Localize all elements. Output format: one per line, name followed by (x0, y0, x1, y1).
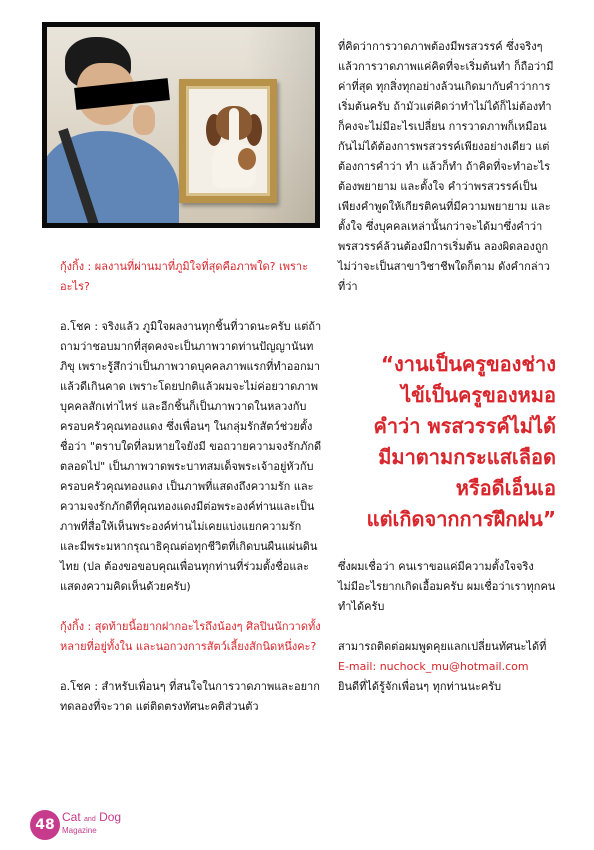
answer-1: อ.โชค : จริงแล้ว ภูมิใจผลงานทุกชิ้นที่วาดนะครับ แต่ถ้าถามว่าชอบมากที่สุดคงจะเป็นภาพวาดท่านปัญญานันทภิขุ เพราะรู้สึกว่าเป็นภาพวาดบุคคลภาพแรกที่ทำออกมาแล้วดีเกินคาด เพราะโดยปกติแล้วผมจะไม่ค่อยวาดภาพบุคคลสักเท่าไหร่ และอีกชิ้นก็เป็นภาพวาดในหลวงกับครอบครัวคุณทองแดง ซึ่งเพื่อนๆ ในกลุ่มรักสัตว์ช่วยตั้งชื่อว่า "ตราบใดที่ลมหายใจยังมี ขอถวายความจงรักภักดีตลอดไป" เป็นภาพวาดพระบาทสมเด็จพระเจ้าอยู่หัวกับครอบครัวคุณทองแดง เป็นภาพที่แสดงถึงความรัก และความจงรักภักดีที่คุณทองแดงมีต่อพระองค์ท่านและเป็นภาพที่สื่อให้เห็นพระองค์ท่านไม่เคยแบ่งแยกความรัก และมีพระมหากรุณาธิคุณต่อทุกชีวิตที่เกิดบนผืนแผ่นดินไทย (ปล ต้องขอขอบคุณเพื่อนทุกท่านที่ร่วมตั้งชื่อและแสดงความคิดเห็นด้วยครับ) (60, 320, 322, 593)
page-number: 48 (30, 810, 60, 840)
answer-2-continued: ที่คิดว่าการวาดภาพต้องมีพรสวรรค์ ซึ่งจริงๆ แล้วการวาดภาพแค่คิดที่จะเริ่มต้นทำ ก็ถือว่ามีค่าที่สุด ทุกสิ่งทุกอย่างล้วนเกิดมากับคำว่าการเริ่มต้นครับ ถ้ามัวแต่คิดว่าทำไม่ได้ก็ไม่ต้องทำก็คงจะไม่มีอะไรเปลี่ยน การวาดภาพก็เหมือนกันไม่ได้ต้องการพรสวรรค์เพียงอย่างเดียว แต่ต้องการคำว่า ทำ แล้วก็ทำ ถ้าคิดที่จะทำอะไรต้องพยายาม และตั้งใจ คำว่าพรสวรรค์เป็นเพียงคำพูดให้เกียรติคนที่มีความพยายาม และตั้งใจ ซึ่งบุคคลเหล่านั้นกว่าจะได้มาซึ่งคำว่าพรสวรรค์ล้วนต้องมีการเริ่มต้น ลองผิดลองถูก ไม่ว่าจะเป็นสาขาวิชาชีพใดก็ตาม ดังคำกล่าวที่ว่า (338, 40, 554, 293)
contact-block (338, 637, 556, 697)
pull-quote-line: แต่เกิดจากการฝึกฝน” (366, 507, 556, 531)
brand-dog: Dog (99, 810, 122, 824)
brand-cat: Cat (62, 810, 81, 824)
pull-quote (338, 349, 556, 535)
dog-spot (238, 148, 256, 170)
closing-paragraph: ซึ่งผมเชื่อว่า คนเราขอแค่มีความตั้งใจจริง ไม่มีอะไรยากเกิดเอื้อมครับ ผมเชื่อว่าเราทุกคนทำได้ครับ (338, 560, 556, 613)
answer-2: อ.โชค : สำหรับเพื่อนๆ ที่สนใจในการวาดภาพและอยากทดลองที่จะวาด แต่ติดตรงทัศนะคติส่วนตัว (60, 680, 320, 713)
pull-quote-line: ไข้เป็นครูของหมอ (401, 383, 556, 407)
left-column (60, 257, 322, 737)
artist-photo (42, 22, 320, 228)
email-link[interactable]: E-mail: nuchock_mu@hotmail.com (338, 660, 529, 673)
right-column (338, 37, 556, 697)
pointing-hand (133, 105, 155, 135)
pull-quote-line: “งานเป็นครูของช่าง (380, 352, 556, 376)
pull-quote-line: คำว่า พรสวรรค์ไม่ได้ (373, 414, 556, 438)
brand-magazine: Magazine (62, 826, 97, 835)
brand-and: and (84, 816, 96, 823)
photo-scene (47, 27, 315, 223)
question-1: กุ้งกิ้ง : ผลงานที่ผ่านมาที่ภูมิใจที่สุดคือภาพใด? เพราะอะไร? (60, 260, 309, 293)
pull-quote-line: มีมาตามกระแสเลือด (378, 445, 556, 469)
question-2: กุ้งกิ้ง : สุดท้ายนี้อยากฝากอะไรถึงน้องๆ ศิลปินนักวาดทั้งหลายที่อยู่ทั้งใน และนอกวงการสัตว์เลี้ยงสักนิดหนึ่งคะ? (60, 620, 321, 653)
beagle-painting (179, 79, 277, 203)
contact-outro: ยินดีที่ได้รู้จักเพื่อนๆ ทุกท่านนะครับ (338, 680, 502, 693)
footer-logo (30, 808, 150, 842)
brand-name (62, 810, 121, 827)
pull-quote-line: หรือดีเอ็นเอ (455, 476, 556, 500)
contact-intro: สามารถติดต่อผมพูดคุยแลกเปลี่ยนทัศนะได้ที่ (338, 640, 547, 653)
